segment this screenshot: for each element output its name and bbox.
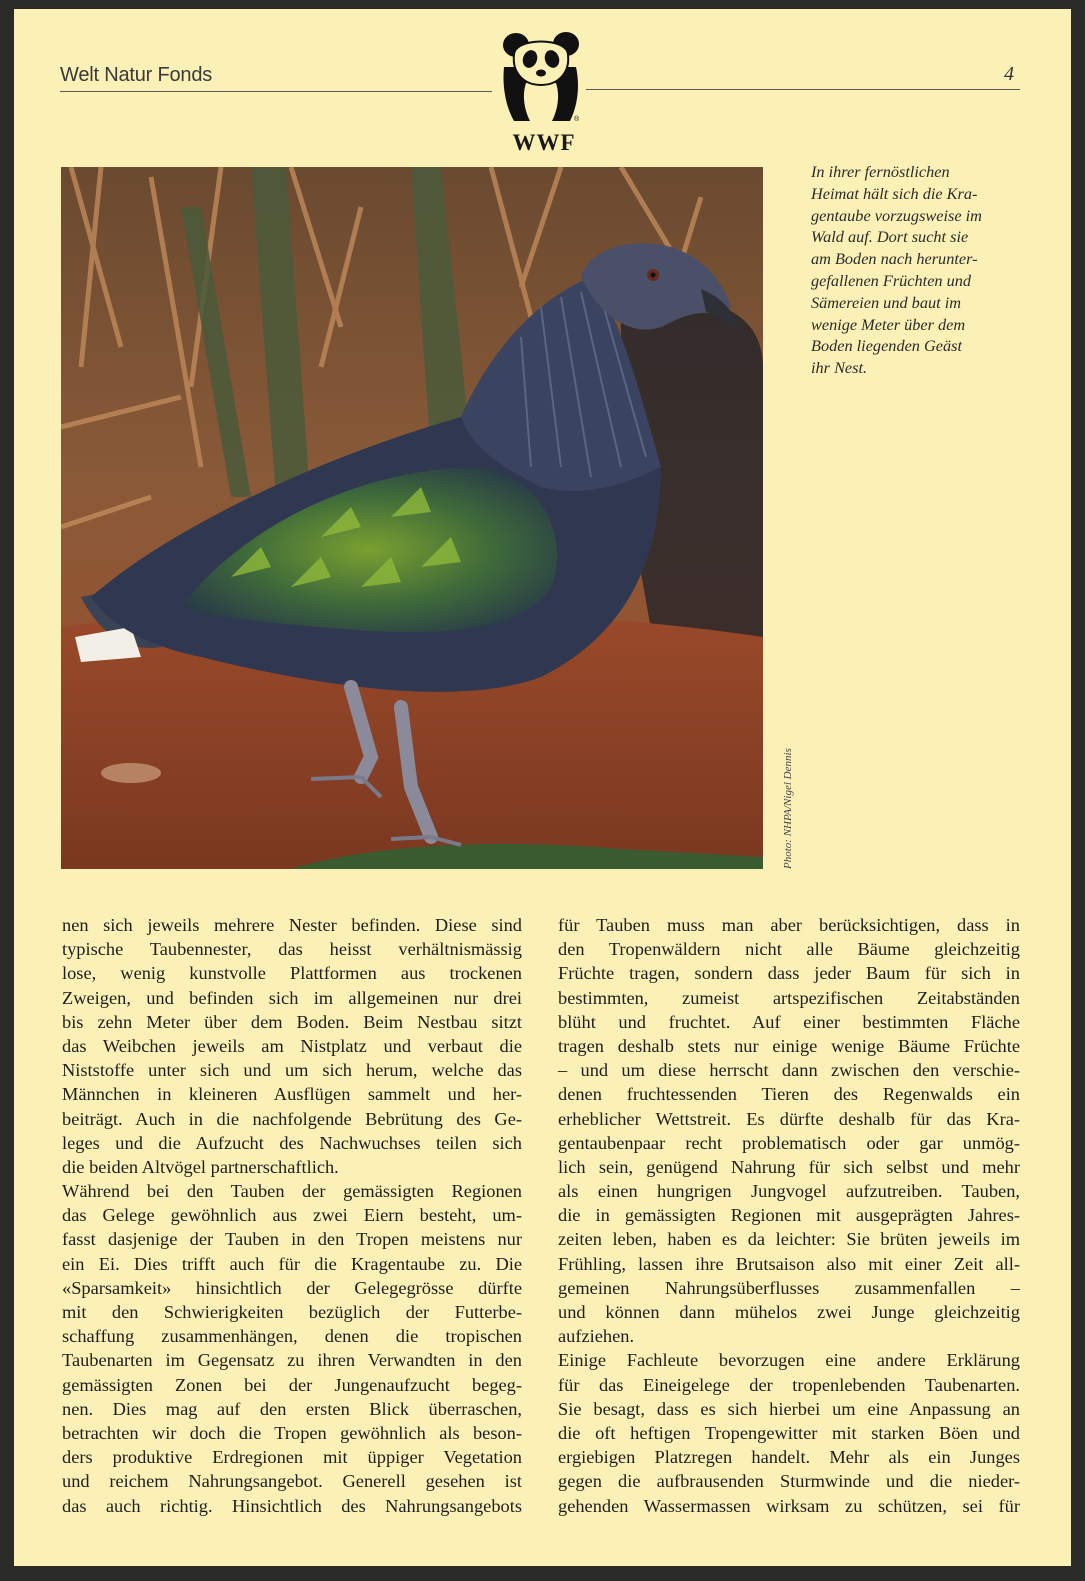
caption-line: ihr Nest. [811,358,868,378]
caption-line: Wald auf. Dort sucht sie [811,227,969,247]
text-line: die oft heftigen Tropengewitter mit starken Böen und [558,1422,1020,1443]
text-column-left [62,913,522,1518]
panda-icon [500,27,582,127]
text-line: für das Eineigelege der tropenlebenden Taubenarten. [558,1374,1020,1395]
text-line: ergiebigen Platzregen handelt. Mehr als ein Junges [558,1447,1020,1468]
text-line: aufziehen. [558,1326,635,1347]
text-column-right [558,913,1020,1518]
text-line: bis zehn Meter über dem Boden. Beim Nestbau sitzt [62,1011,522,1032]
text-line: ders produktive Erdregionen mit üppiger Vegetation [62,1447,522,1468]
text-line: ein Ei. Dies trifft auch für die Kragentaube zu. Die [62,1253,522,1274]
text-line: Frühling, lassen ihre Brutsaison also mit einer Zeit all- [558,1253,1020,1274]
crowned-pigeon-photo [61,167,763,869]
text-line: die in gemässigten Regionen mit ausgeprägten Jahres- [558,1205,1020,1226]
text-line: Zweigen, und befinden sich im allgemeinen nur drei [62,987,522,1008]
text-line: Männchen in kleineren Ausflügen sammelt und her- [62,1084,522,1105]
text-line: beiträgt. Auch in die nachfolgende Bebrütung des Ge- [62,1108,522,1129]
text-line: das Gelege gewöhnlich aus zwei Eiern besteht, um- [62,1205,522,1226]
text-line: nen. Dies mag auf den ersten Blick überraschen, [62,1398,522,1419]
text-line: gegen die aufbrausenden Sturmwinde und die nieder- [558,1471,1020,1492]
text-line: tragen deshalb stets nur einige wenige Bäume Früchte [558,1035,1020,1056]
text-line: gemässigten Zonen bei der Jungenaufzucht begeg- [62,1374,522,1395]
text-line: typische Taubennester, das heisst verhältnismässig [62,939,522,960]
text-line: und reichem Nahrungsangebot. Generell gesehen ist [62,1471,522,1492]
header-rule-left [60,91,492,92]
document-page [14,9,1071,1566]
text-line: Einige Fachleute bevorzugen eine andere Erklärung [558,1350,1020,1371]
text-line: «Sparsamkeit» hinsichtlich der Gelegegrösse dürfte [62,1277,522,1298]
caption-line: Sämereien und baut im [811,292,961,312]
wwf-logo-text: WWF [512,130,576,155]
text-line: gemeinen Nahrungsüberflusses zusammenfallen – [558,1277,1020,1298]
caption-line: wenige Meter über dem [811,314,966,334]
text-line: Während bei den Tauben der gemässigten Regionen [62,1181,522,1202]
text-line: leges und die Aufzucht des Nachwuchses teilen sich [62,1132,522,1153]
caption-line: Boden liegenden Geäst [811,336,963,356]
text-line: bestimmten, zumeist artspezifischen Zeitabständen [558,987,1020,1008]
text-line: als einen hungrigen Jungvogel aufzutreiben. Tauben, [558,1181,1020,1202]
text-line: – und um diese herrscht dann zwischen den verschie- [558,1060,1020,1081]
wwf-logo [500,27,582,153]
registered-mark: ® [574,116,580,123]
text-line: fasst dasjenige der Tauben in den Tropen meistens nur [62,1229,522,1250]
header-rule-right [586,89,1020,90]
text-line: nen sich jeweils mehrere Nester befinden. Diese sind [62,915,522,935]
text-line: schaffung zusammenhängen, denen die tropischen [62,1326,522,1347]
text-line: Sie besagt, dass es sich hierbei um eine Anpassung an [558,1398,1020,1419]
text-line: gehenden Wassermassen wirksam zu schützen, sei für [558,1495,1020,1516]
text-line: Früchte tragen, sondern dass jeder Baum für sich in [558,963,1020,984]
caption-line: Heimat hält sich die Kra- [811,183,978,203]
text-line: Taubenarten im Gegensatz zu ihren Verwandten in den [62,1350,522,1371]
text-line: mit den Schwierigkeiten bezüglich der Futterbe- [62,1302,522,1322]
text-line: den Tropenwäldern nicht alle Bäume gleichzeitig [558,939,1020,960]
photo-credit: Photo: NHPA/Nigel Dennis [782,748,794,869]
text-line: zeiten leben, haben es da leichter: Sie brüten jeweils im [558,1229,1020,1250]
text-line: lose, wenig kunstvolle Plattformen aus trockenen [62,963,522,984]
header-org-name: Welt Natur Fonds [60,64,213,86]
text-line: gentaubenpaar recht problematisch oder gar unmög- [558,1132,1020,1153]
text-line: das Weibchen jeweils am Nistplatz und verbaut die [62,1035,522,1056]
text-line: erheblicher Wettstreit. Es dürfte deshalb für das Kra- [558,1108,1020,1129]
photo-caption [811,161,1031,379]
text-line: und können dann mühelos zwei Junge gleichzeitig [558,1302,1020,1322]
caption-line: am Boden nach herunter- [811,249,978,269]
caption-line: gefallenen Früchten und [811,270,972,290]
text-line: Niststoffe unter sich und um sich herum, welche das [62,1060,522,1081]
text-line: für Tauben muss man aber berücksichtigen, dass in [558,915,1020,935]
page-number: 4 [1004,63,1014,85]
text-line: die beiden Altvögel partnerschaftlich. [62,1156,339,1177]
text-line: denen fruchtessenden Tieren des Regenwalds ein [558,1084,1020,1105]
text-line: lich sein, genügend Nahrung für sich selbst und mehr [558,1156,1020,1177]
text-line: das auch richtig. Hinsichtlich des Nahrungsangebots [62,1495,522,1516]
caption-line: In ihrer fernöstlichen [811,162,950,181]
text-line: betrachten wir doch die Tropen gewöhnlich als beson- [62,1422,522,1443]
text-line: blüht und fruchtet. Auf einer bestimmten Fläche [558,1011,1020,1032]
caption-line: gentaube vorzugsweise im [811,205,982,225]
